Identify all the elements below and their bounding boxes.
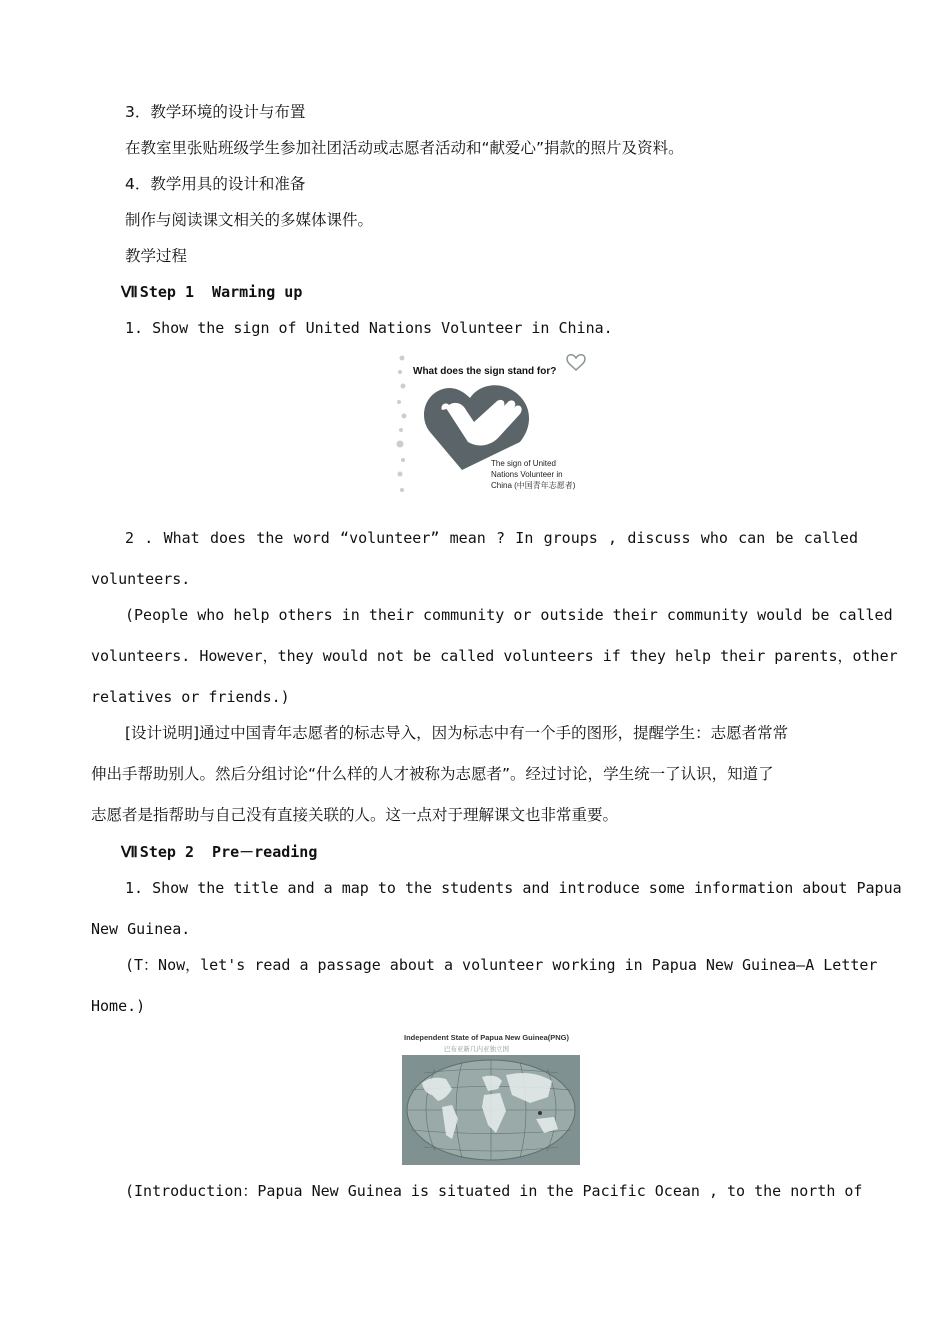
map-title: Independent State of Papua New Guinea(PNG) — [404, 1033, 570, 1042]
design-note-line-3: 志愿者是指帮助与自己没有直接关联的人。这一点对于理解课文也非常重要。 — [91, 806, 619, 824]
section-4-text: 制作与阅读课文相关的多媒体课件。 — [125, 211, 374, 229]
sign-caption-line-3: China (中国青年志愿者) — [491, 481, 576, 490]
step-1-heading — [121, 282, 302, 302]
answer-line-2: volunteers. However，they would not be called volunteers if they help their parents，other — [91, 647, 898, 665]
teacher-line-1: (T：Now，let's read a passage about a volunteer working in Papua New Guinea—A Letter — [125, 956, 878, 974]
step-2-label: Step 2 Pre－reading — [139, 843, 318, 861]
introduction-line-1: (Introduction：Papua New Guinea is situated in the Pacific Ocean , to the north of — [125, 1182, 863, 1200]
step-2-item-1-line-2: New Guinea. — [91, 920, 191, 938]
teacher-line-2: Home.) — [91, 997, 146, 1015]
question-2-line-2: volunteers. — [91, 570, 191, 588]
sign-question: What does the sign stand for? — [413, 366, 557, 377]
small-heart-icon — [567, 355, 585, 370]
step-1-item-1: 1. Show the sign of United Nations Volunteer in China. — [125, 319, 613, 337]
step-marker-icon: Ⅶ — [121, 283, 138, 301]
design-note-line-1: [设计说明]通过中国青年志愿者的标志导入，因为标志中有一个手的图形，提醒学生：志愿者常常 — [125, 724, 789, 742]
section-3-text: 在教室里张贴班级学生参加社团活动或志愿者活动和“献爱心”捐款的照片及资料。 — [125, 139, 684, 157]
step-marker-icon: Ⅶ — [121, 843, 138, 861]
teaching-process-heading: 教学过程 — [125, 247, 188, 265]
answer-line-3: relatives or friends.) — [91, 688, 290, 706]
sign-caption-line-2: Nations Volunteer in — [491, 470, 563, 479]
answer-line-1: (People who help others in their community or outside their community would be called — [125, 606, 893, 624]
design-note-line-2: 伸出手帮助别人。然后分组讨论“什么样的人才被称为志愿者”。经过讨论，学生统一了认识，知道了 — [91, 765, 774, 783]
decorative-flowers-icon — [397, 356, 407, 493]
question-2-line-1: 2 . What does the word “volunteer” mean ? In groups , discuss who can be called — [125, 529, 858, 547]
sign-caption-line-1: The sign of United — [491, 459, 556, 468]
volunteer-sign-figure — [390, 350, 590, 500]
step-2-heading — [121, 842, 317, 862]
map-subtitle: 巴布亚新几内亚独立国 — [444, 1046, 509, 1053]
step-2-item-1-line-1: 1. Show the title and a map to the students and introduce some information about Papua — [125, 879, 902, 897]
png-map-figure — [402, 1033, 580, 1165]
step-1-label: Step 1 Warming up — [139, 283, 303, 301]
section-3-heading: 3．教学环境的设计与布置 — [125, 103, 306, 121]
section-4-heading: 4．教学用具的设计和准备 — [125, 175, 306, 193]
world-map-icon — [402, 1055, 580, 1165]
